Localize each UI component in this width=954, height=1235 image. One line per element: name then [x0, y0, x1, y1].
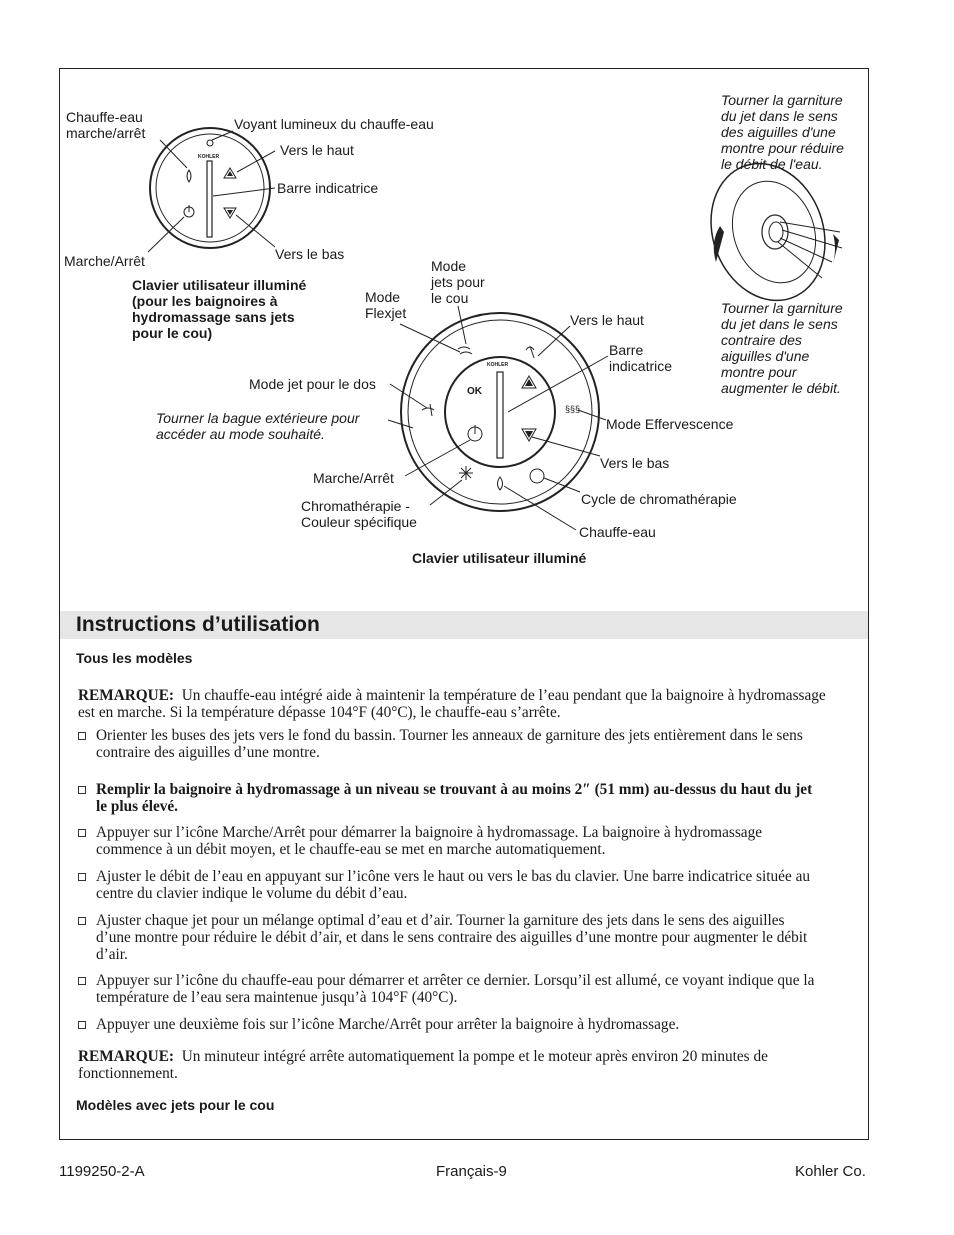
bullet-text: Appuyer sur l’icône du chauffe-eau pour démarrer et arrêter ce dernier. Lorsqu’il est allumé, ce voyant indique que la température de l’eau sera maintenue jusqu’à 104°F (40°C).: [96, 972, 815, 1006]
note-1: [78, 687, 838, 721]
subheading-all-models: Tous les modèles: [76, 650, 193, 666]
bullet-text: Orienter les buses des jets vers le fond du bassin. Tourner les anneaux de garniture des jets entièrement dans le sens contraire des aiguilles d’une montre.: [96, 727, 803, 761]
label-flexjet: Mode Flexjet: [365, 289, 407, 321]
bullet-item: [78, 824, 818, 858]
ok-icon: OK: [467, 386, 482, 397]
bullet-item: [78, 912, 818, 963]
checkbox-icon: [78, 873, 86, 881]
jet-note-top: Tourner la garniture du jet dans le sens des aiguilles d'une montre pour réduire le débit de l'eau.: [721, 92, 844, 172]
label-ring-note: Tourner la bague extérieure pour accéder au mode souhaité.: [156, 410, 360, 442]
bullet-item: [78, 972, 818, 1006]
label-heater-light: Voyant lumineux du chauffe-eau: [234, 116, 434, 132]
bullet-text: Ajuster le débit de l’eau en appuyant sur l’icône vers le haut ou vers le bas du clavier. Une barre indicatrice située au centre du clavier indique le volume du débit d’eau.: [96, 868, 811, 902]
checkbox-icon: [78, 917, 86, 925]
footer-company: Kohler Co.: [795, 1163, 866, 1180]
label-down-2: Vers le bas: [600, 455, 670, 471]
footer-doc-number: 1199250-2-A: [59, 1163, 145, 1180]
label-heater-2: Chauffe-eau: [579, 524, 656, 540]
bullet-text: Ajuster chaque jet pour un mélange optimal d’eau et d’air. Tourner la garniture des jets dans le sens des aiguilles d’une montre pour réduire le débit d’air, et dans le sens contraire des aiguilles d’une montre pour augmenter le débit d’air.: [96, 912, 808, 963]
svg-text:§§§: §§§: [565, 404, 581, 414]
note-2: [78, 1048, 838, 1082]
label-back-jet: Mode jet pour le dos: [249, 376, 376, 392]
note-1-text: Un chauffe-eau intégré aide à maintenir la température de l’eau pendant que la baignoire à hydromassage est en marche. Si la température dépasse 104°F (40°C), le chauffe-eau s’arrête.: [78, 687, 826, 721]
label-power-1: Marche/Arrêt: [64, 253, 145, 269]
label-effervescence: Mode Effervescence: [606, 416, 734, 432]
label-up-2: Vers le haut: [570, 312, 644, 328]
footer-page-number: Français-9: [436, 1163, 507, 1180]
label-neck-jets: Mode jets pour le cou: [431, 258, 485, 306]
bullet-item: [78, 868, 818, 902]
subheading-neck-jet-models: Modèles avec jets pour le cou: [76, 1097, 275, 1113]
bullet-item: [78, 781, 818, 815]
label-bar-2: Barre indicatrice: [609, 342, 673, 374]
caption-keypad-large: Clavier utilisateur illuminé: [412, 550, 587, 566]
brand-logo-1: KOHLER: [198, 154, 220, 160]
jet-note-bottom: Tourner la garniture du jet dans le sens contraire des aiguilles d'une montre pour augmenter le débit.: [721, 300, 843, 396]
section-title: Instructions d’utilisation: [76, 613, 320, 636]
brand-logo-2: KOHLER: [487, 362, 509, 368]
caption-keypad-small: Clavier utilisateur illuminé (pour les baignoires à hydromassage sans jets pour le cou): [132, 277, 307, 341]
note-2-label: REMARQUE:: [78, 1048, 175, 1065]
label-heater-onoff: Chauffe-eau marche/arrêt: [66, 109, 146, 141]
bullet-item: [78, 727, 818, 761]
label-chroma-color: Chromathérapie - Couleur spécifique: [301, 498, 417, 530]
checkbox-icon: [78, 977, 86, 985]
label-chroma-cycle: Cycle de chromathérapie: [581, 491, 737, 507]
checkbox-icon: [78, 829, 86, 837]
label-bar-1: Barre indicatrice: [277, 180, 379, 196]
checkbox-icon: [78, 732, 86, 740]
bullet-text: Appuyer sur l’icône Marche/Arrêt pour démarrer la baignoire à hydromassage. La baignoire à hydromassage commence à un débit moyen, et le chauffe-eau se met en marche automatiquement.: [96, 824, 763, 858]
checkbox-icon: [78, 1021, 86, 1029]
bullet-item: [78, 1016, 818, 1033]
bullet-text: Appuyer une deuxième fois sur l’icône Marche/Arrêt pour arrêter la baignoire à hydromassage.: [96, 1016, 680, 1033]
note-2-text: Un minuteur intégré arrête automatiquement la pompe et le moteur après environ 20 minutes de fonctionnement.: [78, 1048, 768, 1082]
note-1-label: REMARQUE:: [78, 687, 175, 704]
checkbox-icon: [78, 786, 86, 794]
label-power-2: Marche/Arrêt: [313, 470, 394, 486]
label-down-1: Vers le bas: [275, 246, 345, 262]
bullet-text: Remplir la baignoire à hydromassage à un niveau se trouvant à au moins 2″ (51 mm) au-dessus du haut du jet le plus élevé.: [96, 781, 813, 815]
label-up-1: Vers le haut: [280, 142, 354, 158]
